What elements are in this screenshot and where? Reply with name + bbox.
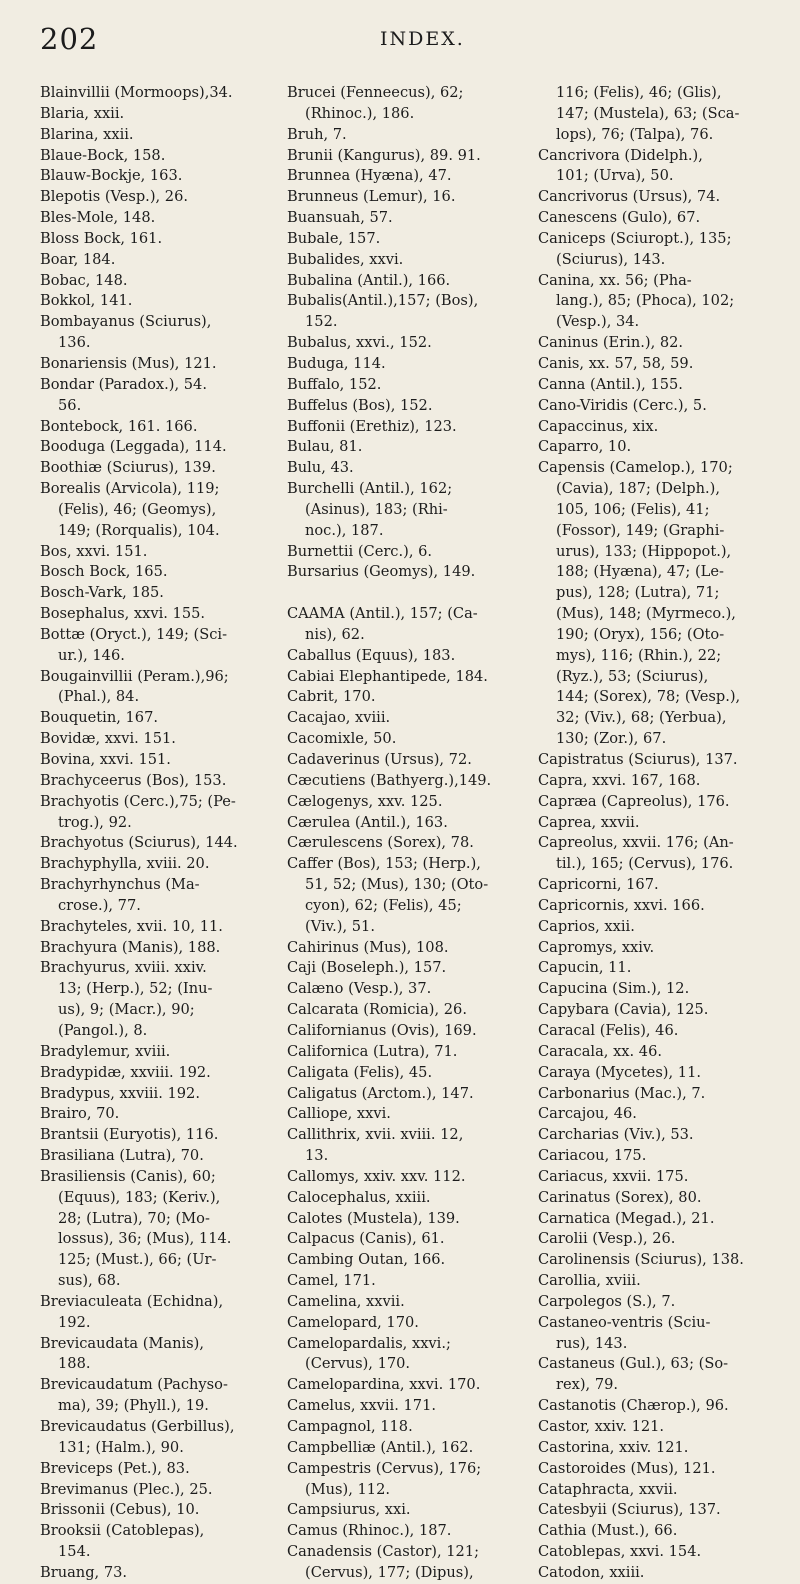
index-entry-continuation: (Ryz.), 53; (Sciurus), — [556, 667, 709, 685]
index-entry: Blauw-Bockje, 163. — [40, 167, 183, 185]
index-entry: Calocephalus, xxiii. — [287, 1188, 431, 1206]
index-entry-continuation: cyon), 62; (Felis), 45; — [305, 896, 462, 914]
index-entry: Capucina (Sim.), 12. — [538, 980, 690, 998]
index-entry: Brasiliana (Lutra), 70. — [40, 1147, 204, 1165]
index-entry: Californica (Lutra), 71. — [287, 1042, 458, 1060]
index-entry: Breviceps (Pet.), 83. — [40, 1459, 190, 1477]
index-entry: Brasiliensis (Canis), 60; — [40, 1167, 216, 1185]
index-entry: Brissonii (Cebus), 10. — [40, 1501, 200, 1519]
index-entry: Blainvillii (Mormoops),34. — [40, 84, 233, 101]
index-entry-continuation: 130; (Zor.), 67. — [556, 730, 667, 748]
index-entry: Calotes (Mustela), 139. — [287, 1209, 460, 1227]
index-entry: Canina, xx. 56; (Pha- — [538, 271, 692, 289]
index-entry: Cabiai Elephantipede, 184. — [287, 667, 488, 685]
index-entry: Canadensis (Castor), 121; — [287, 1543, 480, 1561]
index-entry: Capræa (Capreolus), 176. — [538, 792, 730, 810]
index-entry: Caparro, 10. — [538, 438, 632, 456]
index-entry: Bubalus, xxvi., 152. — [287, 334, 432, 352]
index-entry: Cataphracta, xxvii. — [538, 1480, 678, 1498]
index-entry: Carpolegos (S.), 7. — [538, 1292, 676, 1310]
index-entry-continuation: (Sciurus), 143. — [556, 250, 666, 268]
index-entry: Californianus (Ovis), 169. — [287, 1021, 477, 1039]
index-entry — [287, 583, 527, 604]
index-entry: Bombayanus (Sciurus), — [40, 313, 212, 331]
index-entry: Brevimanus (Plec.), 25. — [40, 1480, 213, 1498]
index-entry-continuation: (Vesp.), 34. — [556, 313, 640, 331]
index-entry: Brachyurus, xviii. xxiv. — [40, 959, 207, 977]
index-entry: Caballus (Equus), 183. — [287, 646, 456, 664]
index-entry-continuation: mys), 116; (Rhin.), 22; — [556, 646, 722, 664]
index-entry: Canescens (Gulo), 67. — [538, 209, 701, 227]
index-entry: Bles-Mole, 148. — [40, 209, 156, 227]
index-entry: Bougainvillii (Peram.),96; — [40, 667, 229, 685]
index-entry: Brantsii (Euryotis), 116. — [40, 1126, 219, 1144]
index-entry: Cacajao, xviii. — [287, 709, 391, 727]
index-entry: Burchelli (Antil.), 162; — [287, 480, 453, 498]
index-entry-continuation: lang.), 85; (Phoca), 102; — [556, 292, 735, 310]
index-entry: Campsiurus, xxi. — [287, 1501, 411, 1519]
index-entry: Camelopard, 170. — [287, 1313, 419, 1331]
index-entry-continuation: 105, 106; (Felis), 41; — [556, 500, 710, 518]
index-entry-continuation: (Fossor), 149; (Graphi- — [556, 521, 725, 539]
index-entry-continuation: (Mus), 112. — [305, 1480, 390, 1498]
index-entry: Cambing Outan, 166. — [287, 1251, 446, 1269]
index-entry: Bubalina (Antil.), 166. — [287, 271, 451, 289]
index-entry-continuation: nis), 62. — [305, 625, 365, 643]
index-entry-continuation: 32; (Viv.), 68; (Yerbua), — [556, 709, 727, 727]
index-entry: Capra, xxvi. 167, 168. — [538, 771, 701, 789]
index-entry-continuation: (Viv.), 51. — [305, 917, 375, 935]
index-entry-continuation: lossus), 36; (Mus), 114. — [58, 1230, 232, 1248]
index-entry: Bosch-Vark, 185. — [40, 584, 164, 602]
index-entry: Camelina, xxvii. — [287, 1292, 405, 1310]
index-entry: Bontebock, 161. 166. — [40, 417, 198, 435]
index-column-1 — [40, 83, 280, 1584]
index-entry: Cabrit, 170. — [287, 688, 376, 706]
index-entry: Caninus (Erin.), 82. — [538, 334, 684, 352]
index-entry: Bubalis(Antil.),157; (Bos), — [287, 292, 479, 310]
index-entry: Boar, 184. — [40, 250, 116, 268]
index-entry-continuation: crose.), 77. — [58, 896, 141, 914]
index-entry: CAAMA (Antil.), 157; (Ca- — [287, 605, 478, 623]
index-entry: Blaue-Bock, 158. — [40, 146, 166, 164]
index-entry: Capricornis, xxvi. 166. — [538, 896, 705, 914]
index-entry: Bursarius (Geomys), 149. — [287, 563, 476, 581]
index-entry: Brachyrhynchus (Ma- — [40, 876, 200, 894]
index-entry: Camel, 171. — [287, 1272, 376, 1290]
index-entry: Cano-Viridis (Cerc.), 5. — [538, 396, 707, 414]
index-entry: Bondar (Paradox.), 54. — [40, 375, 207, 393]
index-entry: Brachyotus (Sciurus), 144. — [40, 834, 238, 852]
index-entry: Bradylemur, xviii. — [40, 1042, 171, 1060]
index-entry: Catesbyii (Sciurus), 137. — [538, 1501, 721, 1519]
index-entry: Callithrix, xvii. xviii. 12, — [287, 1126, 464, 1144]
index-entry: Cancrivorus (Ursus), 74. — [538, 188, 721, 206]
index-entry-continuation: 125; (Must.), 66; (Ur- — [58, 1251, 217, 1269]
index-entry: Brunneus (Lemur), 16. — [287, 188, 456, 206]
index-entry: Cancrivora (Didelph.), — [538, 146, 703, 164]
index-entry-continuation: (Asinus), 183; (Rhi- — [305, 500, 448, 518]
index-entry-continuation: (Cavia), 187; (Delph.), — [556, 480, 720, 498]
index-entry: Bosephalus, xxvi. 155. — [40, 605, 206, 623]
index-entry: Caraya (Mycetes), 11. — [538, 1063, 701, 1081]
index-entry: Brachyotis (Cerc.),75; (Pe- — [40, 792, 236, 810]
index-entry-continuation: 13; (Herp.), 52; (Inu- — [58, 980, 213, 998]
index-entry: Brevicaudatus (Gerbillus), — [40, 1418, 235, 1435]
index-entry: Cariacus, xxvii. 175. — [538, 1167, 689, 1185]
index-entry-continuation: til.), 165; (Cervus), 176. — [556, 855, 734, 873]
index-entry-continuation: 144; (Sorex), 78; (Vesp.), — [556, 688, 741, 706]
index-entry: Canna (Antil.), 155. — [538, 375, 683, 393]
index-entry: Brachyceerus (Bos), 153. — [40, 771, 227, 789]
index-entry-continuation: 154. — [58, 1543, 91, 1561]
index-entry: Carcharias (Viv.), 53. — [538, 1126, 694, 1144]
index-entry: Bonariensis (Mus), 121. — [40, 354, 217, 372]
page-number: 202 — [40, 22, 99, 56]
index-entry-continuation: noc.), 187. — [305, 521, 384, 539]
index-entry: Campestris (Cervus), 176; — [287, 1459, 482, 1477]
index-entry: Brooksii (Catoblepas), — [40, 1522, 205, 1540]
index-entry-continuation: (Felis), 46; (Geomys), — [58, 500, 217, 518]
index-entry: Cadaverinus (Ursus), 72. — [287, 751, 472, 768]
index-entry: Catodon, xxiii. — [538, 1563, 645, 1581]
index-entry: Carbonarius (Mac.), 7. — [538, 1084, 706, 1102]
index-entry: Callomys, xxiv. xxv. 112. — [287, 1167, 466, 1185]
index-entry: Bradypidæ, xxviii. 192. — [40, 1063, 211, 1081]
index-entry: Cariacou, 175. — [538, 1147, 647, 1165]
index-entry: Bruang, 73. — [40, 1563, 128, 1581]
index-entry-continuation: 13. — [305, 1147, 329, 1165]
index-entry: Caracal (Felis), 46. — [538, 1021, 679, 1039]
index-entry-continuation: 152. — [305, 313, 338, 331]
index-entry: Caracala, xx. 46. — [538, 1042, 663, 1060]
index-entry-continuation: 56. — [58, 396, 82, 414]
index-entry-continuation: (Mus), 148; (Myrmeco.), — [556, 605, 736, 623]
index-entry: Booduga (Leggada), 114. — [40, 438, 227, 456]
index-entry-continuation: (Cervus), 170. — [305, 1355, 411, 1373]
index-entry: Castor, xxiv. 121. — [538, 1418, 665, 1435]
index-entry: Brevicaudata (Manis), — [40, 1334, 204, 1352]
index-entry: Brevicaudatum (Pachyso- — [40, 1376, 228, 1394]
index-entry: Castorina, xxiv. 121. — [538, 1438, 689, 1456]
index-entry: Bloss Bock, 161. — [40, 229, 163, 247]
index-entry: Caprios, xxii. — [538, 917, 635, 935]
index-entry: Burnettii (Cerc.), 6. — [287, 542, 433, 560]
index-entry-continuation: rex), 79. — [556, 1376, 619, 1394]
index-entry: Cæcutiens (Bathyerg.),149. — [287, 771, 492, 789]
index-entry: Camelus, xxvii. 171. — [287, 1397, 436, 1415]
index-entry: Camelopardina, xxvi. 170. — [287, 1376, 481, 1394]
index-entry-continuation: ma), 39; (Phyll.), 19. — [58, 1397, 209, 1415]
index-entry-continuation: 188. — [58, 1355, 91, 1373]
index-entry-continuation: 147; (Mustela), 63; (Sca- — [556, 104, 740, 122]
index-entry-continuation: (Rhinoc.), 186. — [305, 104, 415, 122]
index-entry: Bouquetin, 167. — [40, 709, 158, 727]
index-entry: Capromys, xxiv. — [538, 938, 655, 956]
index-entry: Capucin, 11. — [538, 959, 632, 977]
index-entry-continuation: lops), 76; (Talpa), 76. — [556, 125, 714, 143]
index-entry: Camus (Rhinoc.), 187. — [287, 1522, 452, 1540]
index-entry: Carcajou, 46. — [538, 1105, 637, 1123]
index-entry: Capricorni, 167. — [538, 876, 659, 894]
index-entry-continuation: pus), 128; (Lutra), 71; — [556, 584, 720, 602]
index-entry: Breviaculeata (Echidna), — [40, 1292, 224, 1310]
index-entry: Blaria, xxii. — [40, 104, 125, 122]
index-entry-continuation: 190; (Oryx), 156; (Oto- — [556, 625, 725, 643]
index-entry: Castoroides (Mus), 121. — [538, 1459, 716, 1477]
running-head: INDEX. — [380, 28, 465, 50]
index-entry: Borealis (Arvicola), 119; — [40, 480, 220, 498]
index-entry: Bulau, 81. — [287, 438, 363, 456]
index-entry-continuation: 116; (Felis), 46; (Glis), — [556, 84, 722, 101]
index-entry: Campagnol, 118. — [287, 1418, 413, 1435]
index-entry: Brachyphylla, xviii. 20. — [40, 855, 210, 873]
index-entry-continuation: (Pangol.), 8. — [58, 1021, 148, 1039]
index-entry: Bokkol, 141. — [40, 292, 133, 310]
index-entry: Capistratus (Sciurus), 137. — [538, 751, 738, 768]
index-entry: Carnatica (Megad.), 21. — [538, 1209, 715, 1227]
index-entry: Carolinensis (Sciurus), 138. — [538, 1251, 744, 1269]
index-entry: Brucei (Fenneecus), 62; — [287, 84, 464, 101]
index-entry: Bosch Bock, 165. — [40, 563, 168, 581]
index-entry: Blarina, xxii. — [40, 125, 134, 143]
index-entry: Bovina, xxvi. 151. — [40, 751, 171, 768]
index-entry: Brunnea (Hyæna), 47. — [287, 167, 452, 185]
index-entry: Bobac, 148. — [40, 271, 128, 289]
index-entry: Calæno (Vesp.), 37. — [287, 980, 432, 998]
index-entry: Bruh, 7. — [287, 125, 347, 143]
index-entry: Bubalides, xxvi. — [287, 250, 404, 268]
index-entry: Campbelliæ (Antil.), 162. — [287, 1438, 474, 1456]
index-entry: Boothiæ (Sciurus), 139. — [40, 459, 216, 477]
index-entry-continuation: (Equus), 183; (Keriv.), — [58, 1188, 221, 1206]
index-entry: Camelopardalis, xxvi.; — [287, 1334, 451, 1352]
index-column-3 — [538, 83, 788, 1584]
index-entry: Blepotis (Vesp.), 26. — [40, 188, 188, 206]
index-entry-continuation: (Phal.), 84. — [58, 688, 140, 706]
index-entry: Bulu, 43. — [287, 459, 354, 477]
index-entry: Carinatus (Sorex), 80. — [538, 1188, 702, 1206]
index-entry-continuation: 188; (Hyæna), 47; (Le- — [556, 563, 724, 581]
index-entry-continuation: ur.), 146. — [58, 646, 125, 664]
index-entry: Castaneo-ventris (Sciu- — [538, 1313, 711, 1331]
index-entry: Cærulea (Antil.), 163. — [287, 813, 448, 831]
index-entry: Bovidæ, xxvi. 151. — [40, 730, 176, 748]
index-entry: Calliope, xxvi. — [287, 1105, 391, 1123]
index-entry: Brachyura (Manis), 188. — [40, 938, 221, 956]
index-entry: Carolii (Vesp.), 26. — [538, 1230, 676, 1248]
index-entry: Bradypus, xxviii. 192. — [40, 1084, 200, 1102]
index-entry-continuation: 28; (Lutra), 70; (Mo- — [58, 1209, 210, 1227]
index-entry-continuation: trog.), 92. — [58, 813, 132, 831]
index-entry: Canis, xx. 57, 58, 59. — [538, 354, 694, 372]
index-entry: Cahirinus (Mus), 108. — [287, 938, 449, 956]
index-entry: Caligata (Felis), 45. — [287, 1063, 433, 1081]
index-entry: Castaneus (Gul.), 63; (So- — [538, 1355, 729, 1373]
index-entry: Catoblepas, xxvi. 154. — [538, 1543, 702, 1561]
index-entry-continuation: us), 9; (Macr.), 90; — [58, 1001, 195, 1019]
index-entry: Caligatus (Arctom.), 147. — [287, 1084, 474, 1102]
index-entry: Cacomixle, 50. — [287, 730, 397, 748]
index-entry-continuation: 136. — [58, 334, 91, 352]
index-entry: Cathia (Must.), 66. — [538, 1522, 678, 1540]
index-entry: Castanotis (Chærop.), 96. — [538, 1397, 729, 1415]
index-entry: Capaccinus, xix. — [538, 417, 659, 435]
index-entry: Buffonii (Erethiz), 123. — [287, 417, 457, 435]
index-entry-continuation: 131; (Halm.), 90. — [58, 1438, 184, 1456]
index-entry-continuation: 51, 52; (Mus), 130; (Oto- — [305, 876, 489, 894]
index-entry: Bottæ (Oryct.), 149; (Sci- — [40, 625, 227, 643]
index-entry-continuation: (Cervus), 177; (Dipus), — [305, 1563, 474, 1581]
index-entry: Caniceps (Sciuropt.), 135; — [538, 229, 732, 247]
page-header — [0, 0, 800, 80]
index-entry-continuation: 192. — [58, 1313, 91, 1331]
index-entry: Buduga, 114. — [287, 354, 386, 372]
index-entry: Buansuah, 57. — [287, 209, 393, 227]
index-entry: Bos, xxvi. 151. — [40, 542, 148, 560]
index-entry-continuation: 101; (Urva), 50. — [556, 167, 674, 185]
index-entry: Caffer (Bos), 153; (Herp.), — [287, 855, 481, 873]
index-entry-continuation: sus), 68. — [58, 1272, 121, 1290]
index-entry: Bubale, 157. — [287, 229, 381, 247]
index-entry: Buffelus (Bos), 152. — [287, 396, 433, 414]
index-entry: Cælogenys, xxv. 125. — [287, 792, 443, 810]
index-entry: Brairo, 70. — [40, 1105, 120, 1123]
index-entry-continuation: rus), 143. — [556, 1334, 628, 1352]
index-entry: Calcarata (Romicia), 26. — [287, 1001, 467, 1019]
index-entry-continuation: 149; (Rorqualis), 104. — [58, 521, 220, 539]
index-entry: Capensis (Camelop.), 170; — [538, 459, 733, 477]
index-entry: Caji (Boseleph.), 157. — [287, 959, 447, 977]
index-entry: Cærulescens (Sorex), 78. — [287, 834, 474, 852]
index-entry: Buffalo, 152. — [287, 375, 382, 393]
index-entry: Caprea, xxvii. — [538, 813, 640, 831]
index-entry: Carollia, xviii. — [538, 1272, 641, 1290]
index-entry: Capybara (Cavia), 125. — [538, 1001, 709, 1019]
index-entry-continuation: urus), 133; (Hippopot.), — [556, 542, 732, 560]
index-entry: Calpacus (Canis), 61. — [287, 1230, 445, 1248]
index-entry: Brachyteles, xvii. 10, 11. — [40, 917, 223, 935]
index-entry: Brunii (Kangurus), 89. 91. — [287, 146, 481, 164]
index-column-2 — [287, 83, 527, 1584]
index-entry: Capreolus, xxvii. 176; (An- — [538, 834, 734, 852]
